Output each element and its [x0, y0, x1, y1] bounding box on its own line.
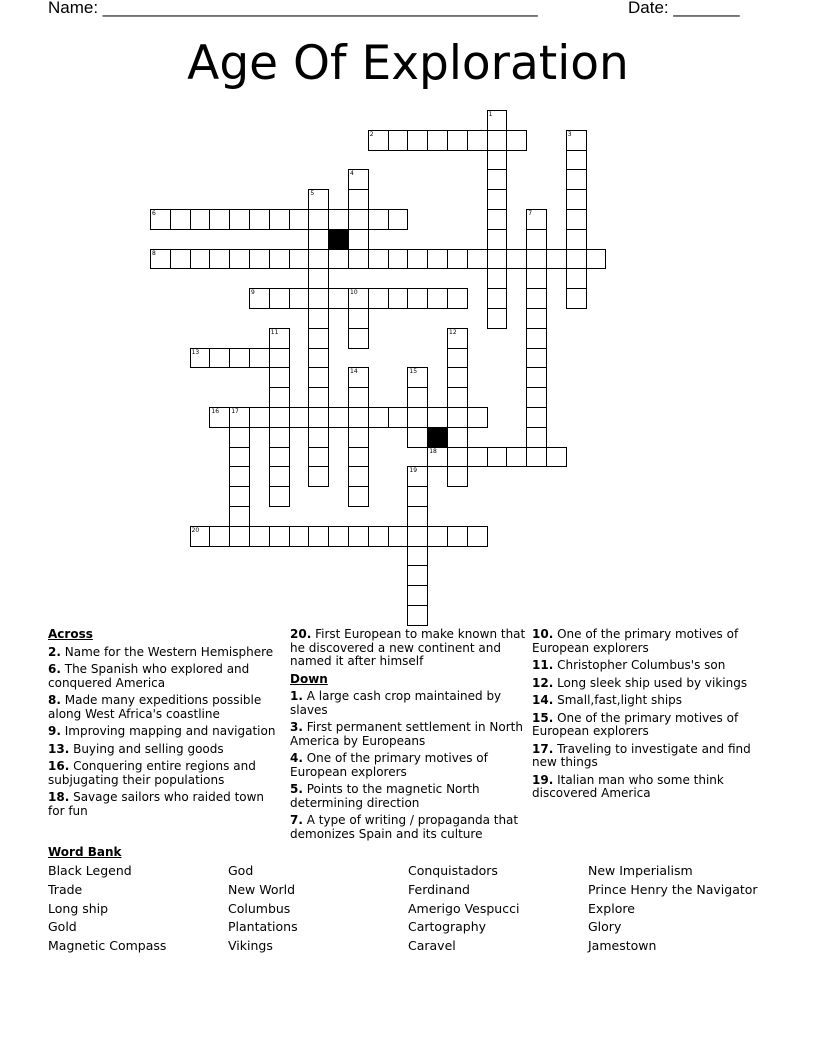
- crossword-cell[interactable]: [308, 328, 329, 349]
- crossword-cell[interactable]: [289, 249, 310, 270]
- crossword-cell[interactable]: [308, 348, 329, 369]
- crossword-cell[interactable]: [407, 387, 428, 408]
- page-title: Age Of Exploration: [187, 36, 629, 91]
- down-clue: [290, 752, 526, 779]
- crossword-cell[interactable]: [427, 130, 448, 151]
- crossword-cell[interactable]: [308, 387, 329, 408]
- crossword-cell[interactable]: [447, 427, 468, 448]
- clue-text: Traveling to investigate and find new things: [532, 741, 751, 769]
- clue-text: One of the primary motives of European explorers: [532, 627, 739, 655]
- clue-number: 5: [310, 190, 315, 198]
- crossword-cell[interactable]: [368, 526, 389, 547]
- crossword-cell[interactable]: [447, 367, 468, 388]
- word-bank-item: New World: [228, 881, 296, 897]
- crossword-cell[interactable]: [407, 367, 428, 388]
- crossword-cell[interactable]: [506, 130, 527, 151]
- down-clue: [532, 712, 762, 739]
- crossword-cell[interactable]: [348, 367, 369, 388]
- across-clue: [48, 743, 280, 757]
- crossword-cell[interactable]: [388, 249, 409, 270]
- crossword-cell[interactable]: [487, 268, 508, 289]
- clue-text: First European to make known that he discovered a new continent and named it after himself: [290, 627, 526, 668]
- clue-text: Savage sailors who raided town for fun: [48, 790, 265, 818]
- word-bank: [48, 845, 788, 963]
- crossword-cell[interactable]: [229, 407, 250, 428]
- crossword-cell[interactable]: [467, 407, 488, 428]
- clue-text: Made many expeditions possible along West Africa's coastline: [48, 693, 262, 721]
- down-clue: [532, 659, 762, 673]
- crossword-cell[interactable]: [308, 268, 329, 289]
- crossword-cell[interactable]: [229, 526, 250, 547]
- clue-number: 8: [152, 249, 156, 257]
- clue-num: 9.: [48, 724, 61, 738]
- crossword-cell[interactable]: [348, 209, 369, 230]
- word-bank-item: Caravel: [408, 938, 456, 954]
- crossword-cell[interactable]: [229, 486, 250, 507]
- crossword-cell[interactable]: [526, 229, 547, 250]
- crossword-cell[interactable]: [447, 387, 468, 408]
- clue-text: Buying and selling goods: [69, 741, 224, 756]
- clue-num: 19.: [532, 772, 554, 787]
- clue-number: 16: [211, 408, 220, 415]
- crossword-cell[interactable]: [269, 348, 290, 369]
- crossword-cell[interactable]: [328, 209, 349, 230]
- clue-number: 11: [270, 328, 279, 336]
- across-clue: [48, 694, 280, 721]
- crossword-cell[interactable]: [249, 526, 270, 547]
- crossword-cell[interactable]: [546, 249, 567, 270]
- crossword-cell[interactable]: [368, 249, 389, 270]
- across-clue: [48, 791, 280, 818]
- crossword-cell[interactable]: [269, 328, 290, 349]
- down-clue: [532, 628, 762, 655]
- clue-text: Long sleek ship used by vikings: [553, 675, 748, 690]
- crossword-cell[interactable]: [566, 249, 587, 270]
- crossword-cell[interactable]: [427, 407, 448, 428]
- clue-number: 13: [191, 348, 200, 356]
- clue-num: 8.: [48, 693, 61, 707]
- header: [48, 0, 768, 20]
- crossword-cell[interactable]: [368, 130, 389, 151]
- crossword-cell[interactable]: [447, 466, 468, 487]
- word-bank-item: Vikings: [228, 938, 273, 954]
- clue-num: 18.: [48, 790, 70, 804]
- crossword-cell[interactable]: [289, 288, 310, 309]
- clue-num: 3.: [290, 720, 303, 734]
- crossword-cell[interactable]: [328, 526, 349, 547]
- down-clue: [290, 690, 526, 717]
- crossword-cell[interactable]: [249, 249, 270, 270]
- black-cell: [427, 427, 448, 448]
- crossword-cell[interactable]: [447, 526, 468, 547]
- clue-number: 10: [350, 289, 358, 297]
- crossword-cell[interactable]: [269, 447, 290, 468]
- crossword-cell[interactable]: [427, 447, 448, 468]
- clue-text: Points to the magnetic North determining direction: [290, 782, 480, 810]
- crossword-cell[interactable]: [308, 466, 329, 487]
- clue-text: One of the primary motives of European explorers: [290, 751, 488, 779]
- clue-text: Conquering entire regions and subjugating their populations: [48, 759, 256, 787]
- crossword-cell[interactable]: [269, 387, 290, 408]
- crossword-cell[interactable]: [407, 466, 428, 487]
- crossword-cell[interactable]: [526, 348, 547, 369]
- crossword-cell[interactable]: [348, 169, 369, 190]
- word-bank-list: [48, 863, 788, 963]
- clue-number: 1: [488, 111, 493, 118]
- clue-text: A type of writing / propaganda that demonizes Spain and its culture: [290, 813, 519, 841]
- clue-num: 6.: [48, 662, 61, 676]
- clue-num: 11.: [532, 658, 554, 672]
- across-clue: [48, 646, 280, 660]
- clues-column-2: [290, 628, 526, 845]
- crossword-cell[interactable]: [209, 526, 230, 547]
- across-clue: [48, 760, 280, 787]
- crossword-cell[interactable]: [269, 407, 290, 428]
- word-bank-item: Glory: [588, 919, 622, 935]
- word-bank-item: Prince Henry the Navigator: [588, 881, 758, 897]
- crossword-cell[interactable]: [586, 249, 607, 270]
- crossword-cell[interactable]: [308, 209, 329, 230]
- crossword-cell[interactable]: [229, 447, 250, 468]
- crossword-cell[interactable]: [308, 229, 329, 250]
- crossword-cell[interactable]: [388, 209, 409, 230]
- clue-num: 10.: [532, 627, 554, 641]
- crossword-cell[interactable]: [269, 367, 290, 388]
- crossword-cell[interactable]: [447, 288, 468, 309]
- clue-num: 12.: [532, 675, 554, 690]
- clue-number: 17: [231, 408, 239, 415]
- crossword-cell[interactable]: [269, 249, 290, 270]
- word-bank-title: Word Bank: [48, 845, 122, 859]
- clue-text: The Spanish who explored and conquered America: [48, 662, 250, 690]
- crossword-cell[interactable]: [209, 407, 230, 428]
- crossword-cell[interactable]: [348, 308, 369, 329]
- crossword-cell[interactable]: [209, 209, 230, 230]
- date-field-label[interactable]: Date: _______: [628, 0, 740, 17]
- crossword-cell[interactable]: [407, 546, 428, 567]
- crossword-cell[interactable]: [308, 407, 329, 428]
- crossword-cell[interactable]: [487, 130, 508, 151]
- clues-column-1: [48, 628, 280, 822]
- crossword-cell[interactable]: [249, 407, 270, 428]
- crossword-cell[interactable]: [526, 268, 547, 289]
- crossword-cell[interactable]: [229, 427, 250, 448]
- crossword-cell[interactable]: [190, 348, 211, 369]
- crossword-cell[interactable]: [348, 447, 369, 468]
- crossword-cell[interactable]: [289, 526, 310, 547]
- down-clue: [290, 721, 526, 748]
- crossword-cell[interactable]: [407, 427, 428, 448]
- clue-text: A large cash crop maintained by slaves: [290, 689, 502, 717]
- across-clue: [290, 628, 526, 669]
- word-bank-item: Magnetic Compass: [48, 938, 167, 954]
- crossword-cell[interactable]: [526, 249, 547, 270]
- crossword-cell[interactable]: [229, 466, 250, 487]
- clue-text: Small,fast,light ships: [553, 693, 683, 707]
- clue-number: 9: [251, 289, 255, 297]
- clue-text: Improving mapping and navigation: [60, 724, 276, 738]
- down-clue: [532, 743, 762, 770]
- clue-num: 17.: [532, 741, 554, 756]
- crossword-cell[interactable]: [487, 110, 508, 131]
- crossword-cell[interactable]: [170, 249, 191, 270]
- crossword-cell[interactable]: [427, 288, 448, 309]
- crossword-cell[interactable]: [229, 249, 250, 270]
- crossword-cell[interactable]: [190, 526, 211, 547]
- crossword-cell[interactable]: [348, 466, 369, 487]
- crossword-cell[interactable]: [526, 407, 547, 428]
- crossword-cell[interactable]: [348, 526, 369, 547]
- name-field-label[interactable]: Name: ______________________________________________: [48, 0, 538, 17]
- crossword-cell[interactable]: [308, 427, 329, 448]
- crossword-cell[interactable]: [348, 288, 369, 309]
- crossword-cell[interactable]: [546, 447, 567, 468]
- crossword-cell[interactable]: [308, 189, 329, 210]
- crossword-cell[interactable]: [526, 288, 547, 309]
- crossword-cell[interactable]: [487, 150, 508, 171]
- clue-text: Christopher Columbus's son: [553, 658, 726, 672]
- crossword-cell[interactable]: [388, 407, 409, 428]
- clue-text: First permanent settlement in North America by Europeans: [290, 720, 523, 748]
- crossword-cell[interactable]: [348, 189, 369, 210]
- word-bank-item: Amerigo Vespucci: [408, 900, 520, 916]
- crossword-cell[interactable]: [566, 150, 587, 171]
- crossword-cell[interactable]: [308, 447, 329, 468]
- crossword-cell[interactable]: [566, 169, 587, 190]
- crossword-cell[interactable]: [447, 447, 468, 468]
- crossword-cell[interactable]: [308, 526, 329, 547]
- crossword-cell[interactable]: [348, 486, 369, 507]
- crossword-cell[interactable]: [388, 130, 409, 151]
- clue-num: 15.: [532, 710, 554, 725]
- clue-number: 12: [449, 328, 457, 336]
- crossword-cell[interactable]: [348, 249, 369, 270]
- clue-text: One of the primary motives of European explorers: [532, 710, 739, 738]
- crossword-cell[interactable]: [269, 209, 290, 230]
- word-bank-item: New Imperialism: [588, 863, 693, 878]
- crossword-cell[interactable]: [190, 209, 211, 230]
- crossword-cell[interactable]: [526, 308, 547, 329]
- word-bank-item: Gold: [48, 919, 77, 935]
- crossword-cell[interactable]: [209, 348, 230, 369]
- clue-text: Italian man who some think discovered America: [532, 772, 724, 800]
- clue-num: 1.: [290, 689, 303, 703]
- crossword-cell[interactable]: [447, 348, 468, 369]
- clue-num: 16.: [48, 759, 70, 773]
- crossword-cell[interactable]: [289, 209, 310, 230]
- clue-number: 6: [152, 210, 156, 217]
- crossword-cell[interactable]: [348, 427, 369, 448]
- crossword-cell[interactable]: [487, 169, 508, 190]
- down-clue: [532, 774, 762, 801]
- crossword-cell[interactable]: [526, 209, 547, 230]
- crossword-cell[interactable]: [348, 387, 369, 408]
- crossword-cell[interactable]: [308, 288, 329, 309]
- crossword-cell[interactable]: [269, 466, 290, 487]
- word-bank-item: Ferdinand: [408, 881, 470, 897]
- crossword-cell[interactable]: [467, 447, 488, 468]
- crossword-cell[interactable]: [467, 249, 488, 270]
- crossword-cell[interactable]: [526, 328, 547, 349]
- word-bank-item: Explore: [588, 900, 635, 916]
- crossword-cell[interactable]: [427, 249, 448, 270]
- crossword-cell[interactable]: [447, 249, 468, 270]
- crossword-cell[interactable]: [487, 209, 508, 230]
- crossword-cell[interactable]: [407, 249, 428, 270]
- crossword-cell[interactable]: [348, 407, 369, 428]
- crossword-cell[interactable]: [487, 308, 508, 329]
- crossword-cell[interactable]: [249, 348, 270, 369]
- across-heading: Across: [48, 627, 93, 641]
- crossword-cell[interactable]: [407, 407, 428, 428]
- down-clue: [290, 783, 526, 810]
- clue-number: 15: [409, 368, 418, 376]
- down-clue: [532, 677, 762, 691]
- word-bank-item: Long ship: [48, 900, 109, 916]
- clue-num: 5.: [290, 782, 303, 796]
- crossword-cell[interactable]: [170, 209, 191, 230]
- crossword-cell[interactable]: [150, 209, 171, 230]
- clue-number: 19: [409, 467, 418, 475]
- crossword-cell[interactable]: [427, 526, 448, 547]
- crossword-cell[interactable]: [506, 249, 527, 270]
- crossword-cell[interactable]: [348, 328, 369, 349]
- word-bank-item: Cartography: [408, 919, 487, 935]
- crossword-cell[interactable]: [407, 486, 428, 507]
- crossword-cell[interactable]: [407, 565, 428, 586]
- clue-num: 2.: [48, 644, 61, 659]
- crossword-cell[interactable]: [388, 526, 409, 547]
- crossword-cell[interactable]: [566, 130, 587, 151]
- clue-number: 18: [429, 447, 437, 455]
- word-bank-item: God: [228, 863, 254, 878]
- crossword-cell[interactable]: [269, 427, 290, 448]
- word-bank-item: Black Legend: [48, 863, 132, 878]
- crossword-cell[interactable]: [407, 526, 428, 547]
- crossword-cell[interactable]: [209, 249, 230, 270]
- word-bank-item: Trade: [48, 881, 83, 897]
- clue-text: Name for the Western Hemisphere: [60, 644, 274, 659]
- crossword-cell[interactable]: [467, 130, 488, 151]
- clues-column-3: [532, 628, 762, 805]
- crossword-cell[interactable]: [566, 189, 587, 210]
- crossword-cell[interactable]: [407, 506, 428, 527]
- crossword-cell[interactable]: [447, 328, 468, 349]
- clue-num: 13.: [48, 741, 70, 756]
- across-clue: [48, 725, 280, 739]
- crossword-cell[interactable]: [447, 407, 468, 428]
- crossword-cell[interactable]: [229, 209, 250, 230]
- black-cell: [328, 229, 349, 250]
- crossword-cell[interactable]: [289, 407, 310, 428]
- crossword-cell[interactable]: [229, 348, 250, 369]
- crossword-cell[interactable]: [526, 447, 547, 468]
- crossword-cell[interactable]: [407, 605, 428, 626]
- crossword-cell[interactable]: [368, 209, 389, 230]
- word-bank-item: Conquistadors: [408, 863, 498, 878]
- crossword-cell[interactable]: [348, 229, 369, 250]
- crossword-cell[interactable]: [368, 407, 389, 428]
- crossword-cell[interactable]: [308, 249, 329, 270]
- crossword-cell[interactable]: [249, 288, 270, 309]
- crossword-cell[interactable]: [328, 249, 349, 270]
- crossword-cell[interactable]: [269, 526, 290, 547]
- crossword-cell[interactable]: [249, 209, 270, 230]
- crossword-cell[interactable]: [566, 268, 587, 289]
- word-bank-item: Columbus: [228, 900, 291, 916]
- clue-number: 20: [191, 526, 200, 534]
- clue-number: 4: [350, 170, 354, 178]
- crossword-cell[interactable]: [407, 130, 428, 151]
- crossword-cell[interactable]: [447, 130, 468, 151]
- clue-number: 14: [350, 368, 358, 376]
- down-heading: Down: [290, 671, 328, 686]
- crossword-cell[interactable]: [328, 288, 349, 309]
- word-bank-item: Plantations: [228, 919, 298, 935]
- crossword-cell[interactable]: [566, 229, 587, 250]
- crossword-cell[interactable]: [526, 427, 547, 448]
- clue-num: 20.: [290, 627, 312, 641]
- word-bank-item: Jamestown: [588, 938, 657, 954]
- clue-num: 7.: [290, 813, 303, 827]
- crossword-cell[interactable]: [269, 288, 290, 309]
- crossword-cell[interactable]: [150, 249, 171, 270]
- clue-number: 2: [369, 130, 374, 138]
- crossword-cell[interactable]: [506, 447, 527, 468]
- clue-number: 3: [567, 130, 572, 138]
- down-clue: [532, 694, 762, 708]
- crossword-cell[interactable]: [487, 249, 508, 270]
- clue-number: 7: [528, 210, 533, 217]
- crossword-cell[interactable]: [308, 367, 329, 388]
- crossword-cell[interactable]: [487, 288, 508, 309]
- crossword-cell[interactable]: [487, 189, 508, 210]
- across-clue: [48, 663, 280, 690]
- crossword-cell[interactable]: [229, 506, 250, 527]
- crossword-cell[interactable]: [328, 407, 349, 428]
- crossword-cell[interactable]: [487, 229, 508, 250]
- crossword-cell[interactable]: [368, 288, 389, 309]
- crossword-cell[interactable]: [526, 387, 547, 408]
- crossword-cell[interactable]: [308, 308, 329, 329]
- crossword-cell[interactable]: [526, 367, 547, 388]
- clue-num: 4.: [290, 751, 303, 765]
- crossword-cell[interactable]: [566, 209, 587, 230]
- down-clue: [290, 814, 526, 841]
- crossword-cell[interactable]: [269, 486, 290, 507]
- crossword-cell[interactable]: [407, 288, 428, 309]
- crossword-cell[interactable]: [190, 249, 211, 270]
- crossword-cell[interactable]: [566, 288, 587, 309]
- clue-num: 14.: [532, 693, 554, 707]
- crossword-cell[interactable]: [388, 288, 409, 309]
- crossword-cell[interactable]: [467, 526, 488, 547]
- crossword-cell[interactable]: [407, 585, 428, 606]
- crossword-cell[interactable]: [487, 447, 508, 468]
